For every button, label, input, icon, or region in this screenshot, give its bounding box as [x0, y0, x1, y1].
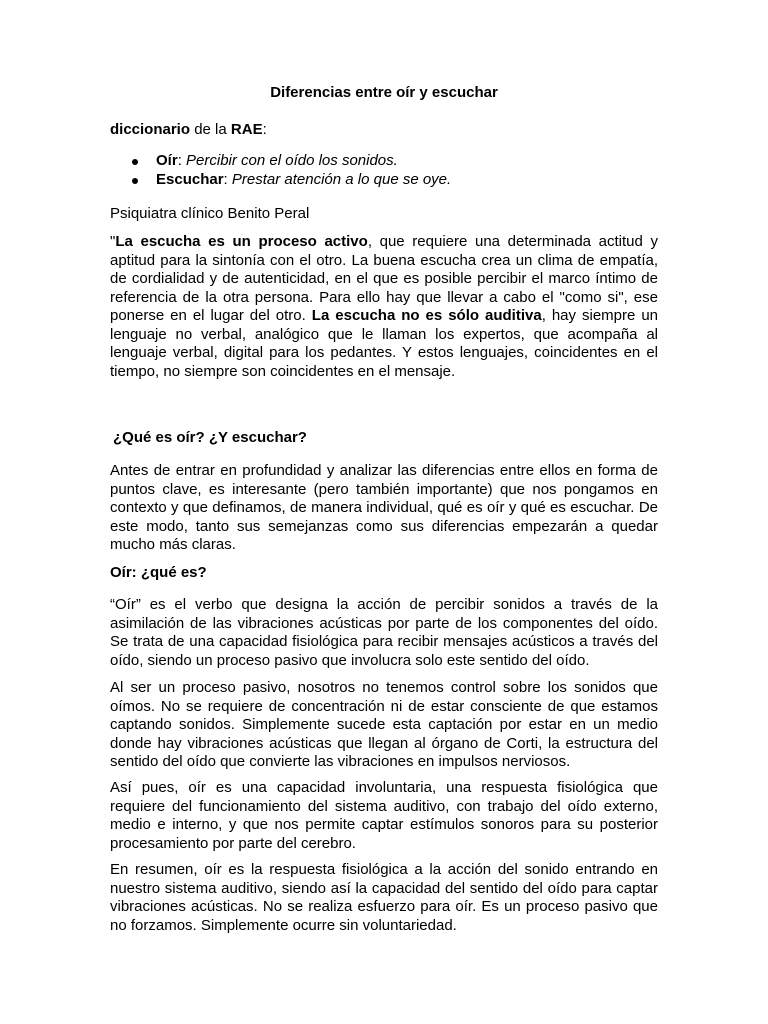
rae-middle: de la	[190, 121, 231, 138]
rae-line	[110, 121, 658, 140]
heading-oir: Oír: ¿qué es?	[110, 564, 207, 581]
definition-item-oir	[132, 152, 451, 171]
rae-end: :	[262, 121, 267, 138]
bullet-dot-icon	[132, 159, 138, 165]
definition-list	[132, 152, 451, 189]
quote-paragraph	[110, 233, 658, 381]
bullet-dot-icon	[132, 178, 138, 184]
paragraph-oir-1: “Oír” es el verbo que designa la acción de percibir sonidos a través de la asimilación de las vibraciones acústicas por parte de los componentes del oído. Se trata de una capacidad fisiológica para recibir mensajes acústicos a través del oído, siendo un proceso pasivo que involucra solo este sentido del oído.	[110, 596, 658, 669]
document-title: Diferencias entre oír y escuchar	[270, 84, 498, 101]
author-line: Psiquiatra clínico Benito Peral	[110, 205, 310, 222]
paragraph-oir-4: En resumen, oír es la respuesta fisiológica a la acción del sonido entrando en nuestro sistema auditivo, siendo así la capacidad del sentido del oído para captar vibraciones acústicas. No se realiza esfuerzo para oír. Es un proceso pasivo que no forzamos. Simplemente ocurre sin voluntariedad.	[110, 861, 658, 934]
definition-text: Prestar atención a lo que se oye.	[231, 170, 452, 188]
heading-que-es: ¿Qué es oír? ¿Y escuchar?	[113, 429, 307, 446]
paragraph-oir-3: Así pues, oír es una capacidad involuntaria, una respuesta fisiológica que requiere del funcionamiento del sistema auditivo, con trabajo del oído externo, medio e interno, y que nos permite captar estímulos sonoros para su posterior procesamiento por parte del cerebro.	[110, 779, 658, 852]
paragraph-intro: Antes de entrar en profundidad y analizar las diferencias entre ellos en forma de puntos clave, es interesante (pero también importante) que nos pongamos en contexto y que definamos, de manera individual, qué es oír y qué es escuchar. De este modo, tanto sus semejanzas como sus diferencias empezarán a quedar mucho más claras.	[110, 462, 658, 553]
definition-term: Oír	[156, 152, 178, 169]
rae-bold-rae: RAE	[230, 121, 263, 138]
quote-open: "	[110, 233, 116, 250]
rae-bold-word: diccionario	[110, 121, 191, 138]
quote-text-1: , que requiere una determinada actitud y aptitud para la sintonía con el otro. La buena escucha crea un clima de empatía, de cordialidad y de autenticidad, en el que es posible percibir el marco íntimo de referencia de la otra persona. Para ello hay que llevar a cabo el "como si", ese ponerse en el lugar del otro.	[110, 233, 659, 324]
definition-sep: :	[177, 152, 187, 169]
paragraph-oir-2: Al ser un proceso pasivo, nosotros no tenemos control sobre los sonidos que oímos. No se requiere de concentración ni de estar consciente de que estamos captando sonidos. Simplemente sucede esta captación por estar en un medio donde hay vibraciones acústicas que llegan al órgano de Corti, la estructura del sentido del oído que convierte las vibraciones en impulsos nerviosos.	[110, 679, 658, 770]
quote-bold-1: La escucha es un proceso activo	[115, 233, 368, 250]
definition-item-escuchar	[132, 171, 451, 190]
quote-bold-2: La escucha no es sólo auditiva	[311, 307, 542, 324]
definition-sep: :	[223, 170, 232, 188]
definition-text: Percibir con el oído los sonidos.	[186, 152, 398, 169]
quote-text-2: , hay siempre un lenguaje no verbal, analógico que le llaman los expertos, que acompaña al lenguaje verbal, digital para los pedantes. Y estos lenguajes, coincidentes en el tiempo, no siempre son coincidentes en el mensaje.	[110, 307, 658, 380]
definition-term: Escuchar	[156, 170, 224, 188]
